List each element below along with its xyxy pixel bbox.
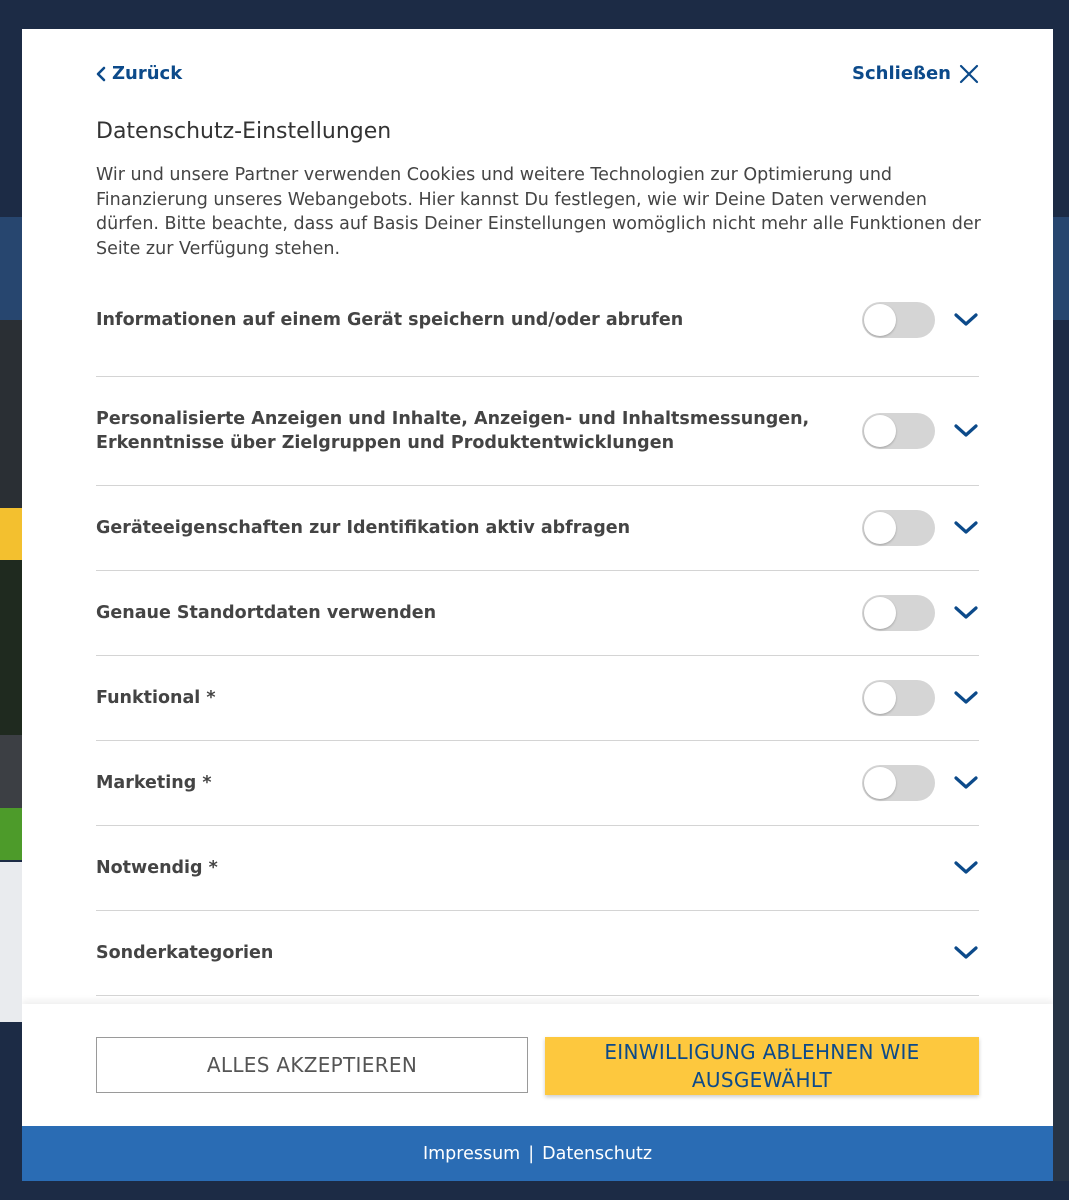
- footer-separator: |: [528, 1143, 535, 1164]
- category-row-personalised-ads: [96, 377, 979, 486]
- category-label: Funktional *: [96, 688, 216, 708]
- chevron-down-icon[interactable]: [953, 688, 979, 708]
- category-row-device-storage: [96, 263, 979, 377]
- category-label: Informationen auf einem Gerät speichern und/oder abrufen: [96, 309, 684, 330]
- modal-action-bar: [22, 1004, 1053, 1126]
- toggle-knob: [864, 767, 896, 799]
- category-toggle[interactable]: [862, 765, 935, 801]
- background-panel-2: [0, 735, 22, 808]
- chevron-left-icon: [96, 66, 106, 82]
- impressum-link[interactable]: Impressum: [422, 1143, 521, 1164]
- decline-selected-button[interactable]: EINWILLIGUNG ABLEHNEN WIE AUSGEWÄHLT: [545, 1037, 979, 1095]
- toggle-knob: [864, 682, 896, 714]
- background-light-panel: [0, 862, 22, 1022]
- category-row-functional: [96, 656, 979, 741]
- chevron-down-icon[interactable]: [953, 310, 979, 330]
- chevron-down-icon[interactable]: [953, 518, 979, 538]
- category-label: Geräteeigenschaften zur Identifikation aktiv abfragen: [96, 518, 631, 538]
- modal-topbar: [96, 63, 979, 93]
- chevron-down-icon[interactable]: [953, 943, 979, 963]
- privacy-settings-modal: [22, 29, 1053, 1181]
- category-row-special: [96, 911, 979, 996]
- category-row-marketing: [96, 741, 979, 826]
- intro-text: Wir und unsere Partner verwenden Cookies und weitere Technologien zur Optimierung und Finanzierung unseres Webangebots. Hier kannst Du festlegen, wie wir Deine Daten verwenden dürfen. Bitte beachte, dass auf Basis Deiner Einstellungen womöglich nicht mehr alle Funktionen der Seite zur Verfügung stehen.: [96, 165, 981, 259]
- datenschutz-link[interactable]: Datenschutz: [542, 1143, 653, 1164]
- background-right-image: [1053, 860, 1069, 1181]
- chevron-down-icon[interactable]: [953, 421, 979, 441]
- close-icon: [959, 64, 979, 84]
- background-panel: [0, 320, 22, 508]
- category-label: Genaue Standortdaten verwenden: [96, 603, 437, 623]
- back-button[interactable]: [96, 63, 182, 84]
- category-toggle[interactable]: [862, 510, 935, 546]
- category-row-location: [96, 571, 979, 656]
- accept-all-button[interactable]: ALLES AKZEPTIEREN: [96, 1037, 528, 1093]
- category-toggle[interactable]: [862, 413, 935, 449]
- legal-footer: [22, 1126, 1053, 1181]
- category-label: Sonderkategorien: [96, 943, 274, 963]
- category-toggle[interactable]: [862, 595, 935, 631]
- category-row-necessary: [96, 826, 979, 911]
- consent-category-list: [96, 263, 979, 996]
- toggle-knob: [864, 512, 896, 544]
- background-right-band: [1053, 217, 1069, 320]
- background-yellow-block: [0, 508, 22, 560]
- category-label: Notwendig *: [96, 858, 218, 878]
- page-title: Datenschutz-Einstellungen: [96, 119, 392, 144]
- chevron-down-icon[interactable]: [953, 858, 979, 878]
- toggle-knob: [864, 415, 896, 447]
- background-green-block: [0, 808, 22, 860]
- category-label: Personalisierte Anzeigen und Inhalte, Anzeigen- und Inhaltsmessungen, Erkenntnisse über Zielgruppen und Produktentwicklungen: [96, 409, 810, 453]
- background-image: [0, 560, 22, 735]
- category-row-device-identification: [96, 486, 979, 571]
- toggle-knob: [864, 304, 896, 336]
- toggle-knob: [864, 597, 896, 629]
- chevron-down-icon[interactable]: [953, 603, 979, 623]
- close-label: Schließen: [852, 63, 951, 84]
- back-label: Zurück: [112, 63, 183, 84]
- chevron-down-icon[interactable]: [953, 773, 979, 793]
- category-label: Marketing *: [96, 773, 212, 793]
- close-button[interactable]: [852, 63, 979, 84]
- category-toggle[interactable]: [862, 680, 935, 716]
- category-toggle[interactable]: [862, 302, 935, 338]
